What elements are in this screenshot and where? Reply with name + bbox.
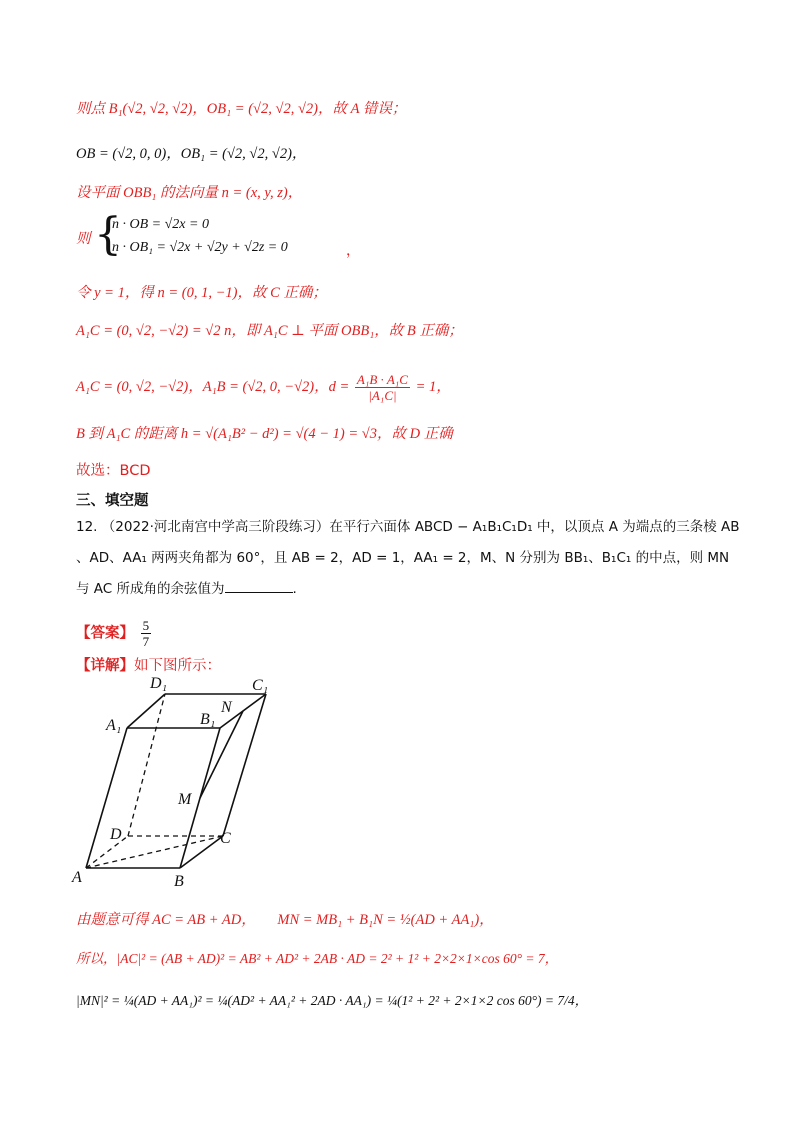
line-distance-h: B 到 A₁C 的距离 h = √(A₁B² − d²) = √(4 − 1) = √3，故 D 正确 [76, 426, 453, 442]
line-point-b1: 则点 B₁(√2, √2, √2)，OB₁ = (√2, √2, √2)，故 A 错误； [76, 101, 407, 117]
vertex-label-b: B [174, 873, 184, 890]
detail-label: 【详解】 [76, 658, 134, 674]
distance-d-numerator: A₁B · A₁C [356, 372, 408, 387]
vertex-label-a: A [72, 869, 82, 886]
question-12-end: . [292, 581, 297, 597]
vertex-label-b1: B₁ [200, 711, 216, 728]
answer-numerator: 5 [142, 618, 150, 633]
answer-label: 【答案】 [76, 625, 134, 642]
solution-line-1 [76, 909, 740, 931]
vertex-label-c1: C₁ [252, 677, 269, 694]
question-12-text: 与 AC 所成角的余弦值为 [76, 581, 225, 597]
question-12-line-2: 、AD、AA₁ 两两夹角都为 60°，且 AB = 2，AD = 1，AA₁ = 2，M、N 分别为 BB₁、B₁C₁ 的中点，则 MN [76, 550, 730, 566]
solution-mn: MN = MB₁ + B₁N = ½(AD + AA₁)， [277, 912, 494, 928]
point-label-n: N [221, 699, 232, 716]
vertex-label-c: C [220, 830, 231, 847]
solution-ac: 由题意可得 AC = AB + AD， [76, 912, 256, 928]
system-eq-2: n · OB₁ = √2x + √2y + √2z = 0 [112, 240, 288, 255]
point-label-m: M [178, 791, 192, 808]
answer-blank [225, 578, 293, 593]
question-12-line-3 [76, 578, 740, 600]
distance-d-denominator: |A₁C| [368, 388, 397, 403]
vertex-label-a1: A₁ [106, 717, 122, 734]
answer-denominator: 7 [142, 634, 150, 649]
equation-system [76, 209, 496, 263]
edge-d-d1 [128, 694, 165, 836]
distance-d-result: = 1， [415, 378, 451, 395]
line-choose-y: 令 y = 1，得 n = (0, 1, −1)，故 C 正确； [76, 285, 327, 301]
vertex-label-d: D [110, 826, 122, 843]
line-final-choice: 故选：BCD [76, 463, 151, 479]
system-eq-1: n · OB = √2x = 0 [112, 217, 209, 232]
line-distance-d [76, 372, 740, 403]
system-prefix: 则 [76, 231, 91, 247]
edge-a-a1 [86, 728, 127, 868]
section-heading: 三、填空题 [76, 493, 149, 509]
answer-fraction [141, 618, 152, 649]
system-suffix: ， [346, 243, 360, 259]
solution-line-2: 所以，|AC|² = (AB + AD)² = AB² + AD² + 2AB · AD = 2² + 1² + 2×2×1×cos 60° = 7， [76, 951, 559, 966]
parallelepiped-figure [70, 672, 290, 894]
edge-a1-d1 [127, 694, 165, 728]
distance-d-fraction [355, 372, 410, 403]
distance-d-text: A₁C = (0, √2, −√2)，A₁B = (√2, 0, −√2)，d = [76, 378, 350, 395]
answer-line [76, 618, 740, 649]
line-perpendicular: A₁C = (0, √2, −√2) = √2 n，即 A₁C ⊥ 平面 OBB₁，故 B 正确； [76, 323, 463, 339]
line-normal-vector: 设平面 OBB₁ 的法向量 n = (x, y, z)， [76, 185, 303, 201]
question-12-line-1: 12. （2022·河北南宫中学高三阶段练习）在平行六面体 ABCD − A₁B₁C₁D₁ 中，以顶点 A 为端点的三条棱 AB [76, 519, 740, 535]
solution-line-3: |MN|² = ¼(AD + AA₁)² = ¼(AD² + AA₁² + 2AD · AA₁) = ¼(1² + 2² + 2×1×2 cos 60°) = 7/4， [76, 993, 589, 1008]
detail-text: 如下图所示： [134, 658, 221, 674]
left-brace: { [94, 209, 122, 260]
vertex-label-d1: D₁ [150, 675, 168, 692]
line-vectors-ob: OB = (√2, 0, 0)，OB₁ = (√2, √2, √2)， [76, 146, 307, 162]
